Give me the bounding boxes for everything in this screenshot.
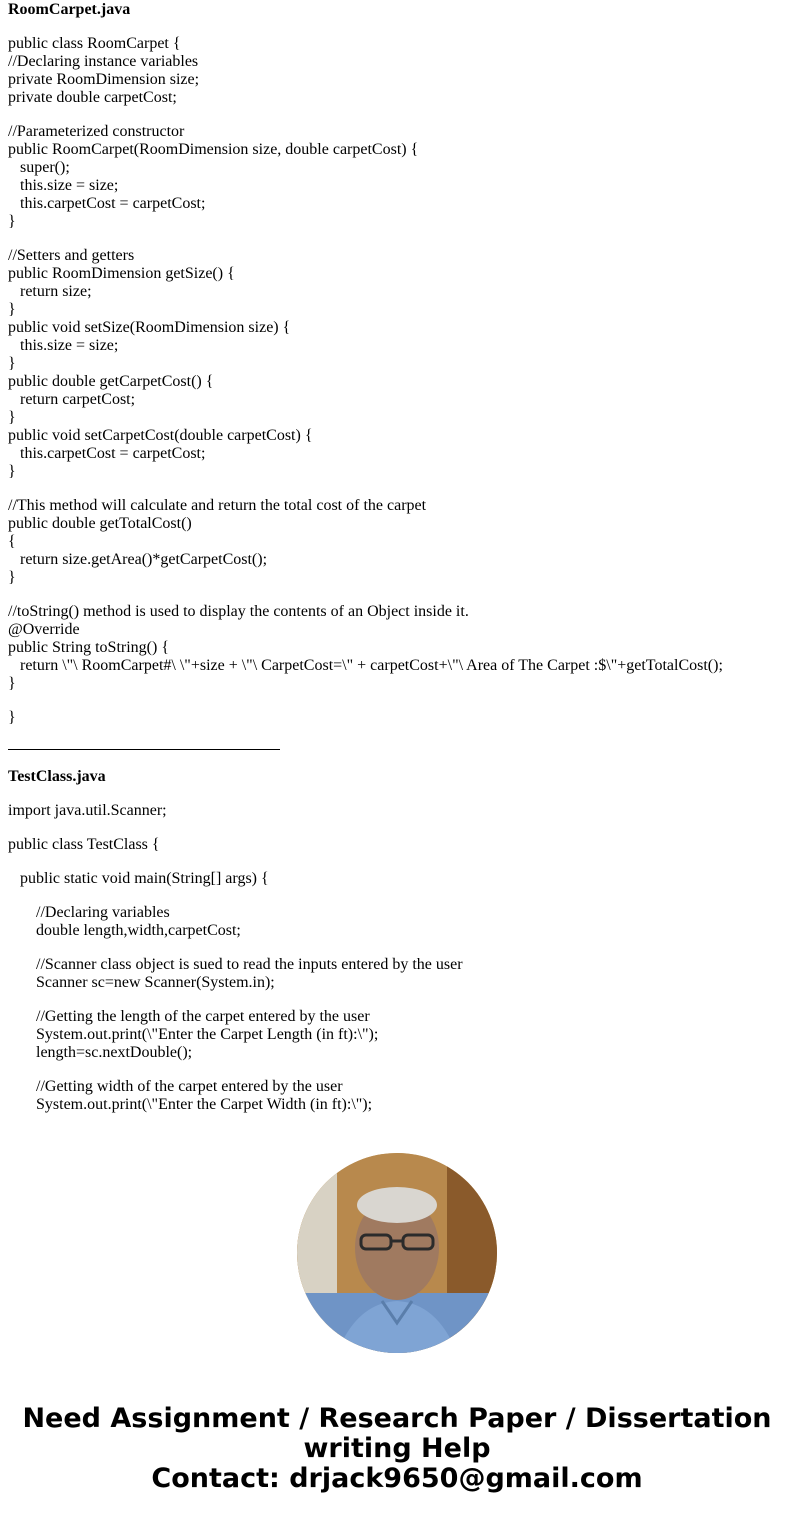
code-line: //Declaring variables [8, 904, 170, 921]
code-line: private double carpetCost; [8, 89, 177, 106]
code-line [8, 940, 788, 956]
code-line: Scanner sc=new Scanner(System.in); [8, 974, 275, 991]
code-line: import java.util.Scanner; [8, 802, 167, 819]
code-line: return \"\ RoomCarpet#\ \"+size + \"\ CarpetCost=\" + carpetCost+\"\ Area of The Carpet :$\"+getTotalCost(); [8, 657, 723, 674]
code-line [8, 481, 788, 497]
file2-code-block [8, 802, 788, 1114]
code-line: this.carpetCost = carpetCost; [8, 195, 206, 212]
code-line [8, 1062, 788, 1078]
code-line: //This method will calculate and return the total cost of the carpet [8, 497, 427, 514]
code-line [8, 820, 788, 836]
footer-contact: Contact: drjack9650@gmail.com [151, 1463, 643, 1494]
code-line: { [8, 533, 16, 550]
code-line: double length,width,carpetCost; [8, 922, 241, 939]
code-line: //Getting the length of the carpet entered by the user [8, 1008, 370, 1025]
code-line: } [8, 213, 16, 230]
code-line: public String toString() { [8, 639, 170, 656]
code-line: public double getCarpetCost() { [8, 373, 214, 390]
code-line: //Setters and getters [8, 247, 135, 264]
code-line: public double getTotalCost() [8, 515, 192, 532]
code-line: } [8, 709, 16, 726]
code-line [8, 992, 788, 1008]
footer-line-1: Need Assignment / Research Paper / Dissertation [22, 1403, 772, 1434]
code-line: return size; [8, 283, 92, 300]
code-line: super(); [8, 159, 70, 176]
code-line: public static void main(String[] args) { [8, 870, 269, 887]
code-line: public class TestClass { [8, 836, 160, 853]
separator-line [8, 749, 280, 750]
code-line: } [8, 463, 16, 480]
code-line [8, 587, 788, 603]
code-line: this.size = size; [8, 177, 119, 194]
code-line: } [8, 675, 16, 692]
code-line: } [8, 569, 16, 586]
code-line: return carpetCost; [8, 391, 136, 408]
code-line: //toString() method is used to display the contents of an Object inside it. [8, 603, 469, 620]
code-line: public RoomDimension getSize() { [8, 265, 235, 282]
code-line [8, 693, 788, 709]
code-line [8, 107, 788, 123]
code-line: } [8, 301, 16, 318]
code-line: } [8, 355, 16, 372]
code-line [8, 854, 788, 870]
document-page [8, 0, 788, 1122]
code-line: System.out.print(\"Enter the Carpet Width (in ft):\"); [8, 1096, 373, 1113]
file2-title: TestClass.java [8, 768, 106, 785]
code-line: private RoomDimension size; [8, 71, 200, 88]
code-line: return size.getArea()*getCarpetCost(); [8, 551, 268, 568]
code-line: public class RoomCarpet { [8, 35, 181, 52]
file1-title: RoomCarpet.java [8, 1, 131, 18]
file1-code-block [8, 35, 788, 727]
code-line: System.out.print(\"Enter the Carpet Length (in ft):\"); [8, 1026, 379, 1043]
code-line [8, 231, 788, 247]
code-line: public void setCarpetCost(double carpetCost) { [8, 427, 313, 444]
code-line: public RoomCarpet(RoomDimension size, double carpetCost) { [8, 141, 419, 158]
code-line: @Override [8, 621, 80, 638]
author-avatar [297, 1153, 497, 1353]
code-line: length=sc.nextDouble(); [8, 1044, 193, 1061]
code-line [8, 888, 788, 904]
promo-footer [0, 1404, 794, 1494]
code-line: //Declaring instance variables [8, 53, 199, 70]
code-line: //Parameterized constructor [8, 123, 185, 140]
code-line: this.size = size; [8, 337, 119, 354]
code-line: //Getting width of the carpet entered by the user [8, 1078, 343, 1095]
code-line: } [8, 409, 16, 426]
code-line: public void setSize(RoomDimension size) { [8, 319, 291, 336]
code-line: this.carpetCost = carpetCost; [8, 445, 206, 462]
footer-line-2: writing Help [303, 1433, 491, 1464]
code-line: //Scanner class object is sued to read the inputs entered by the user [8, 956, 463, 973]
author-photo-icon [297, 1153, 497, 1353]
